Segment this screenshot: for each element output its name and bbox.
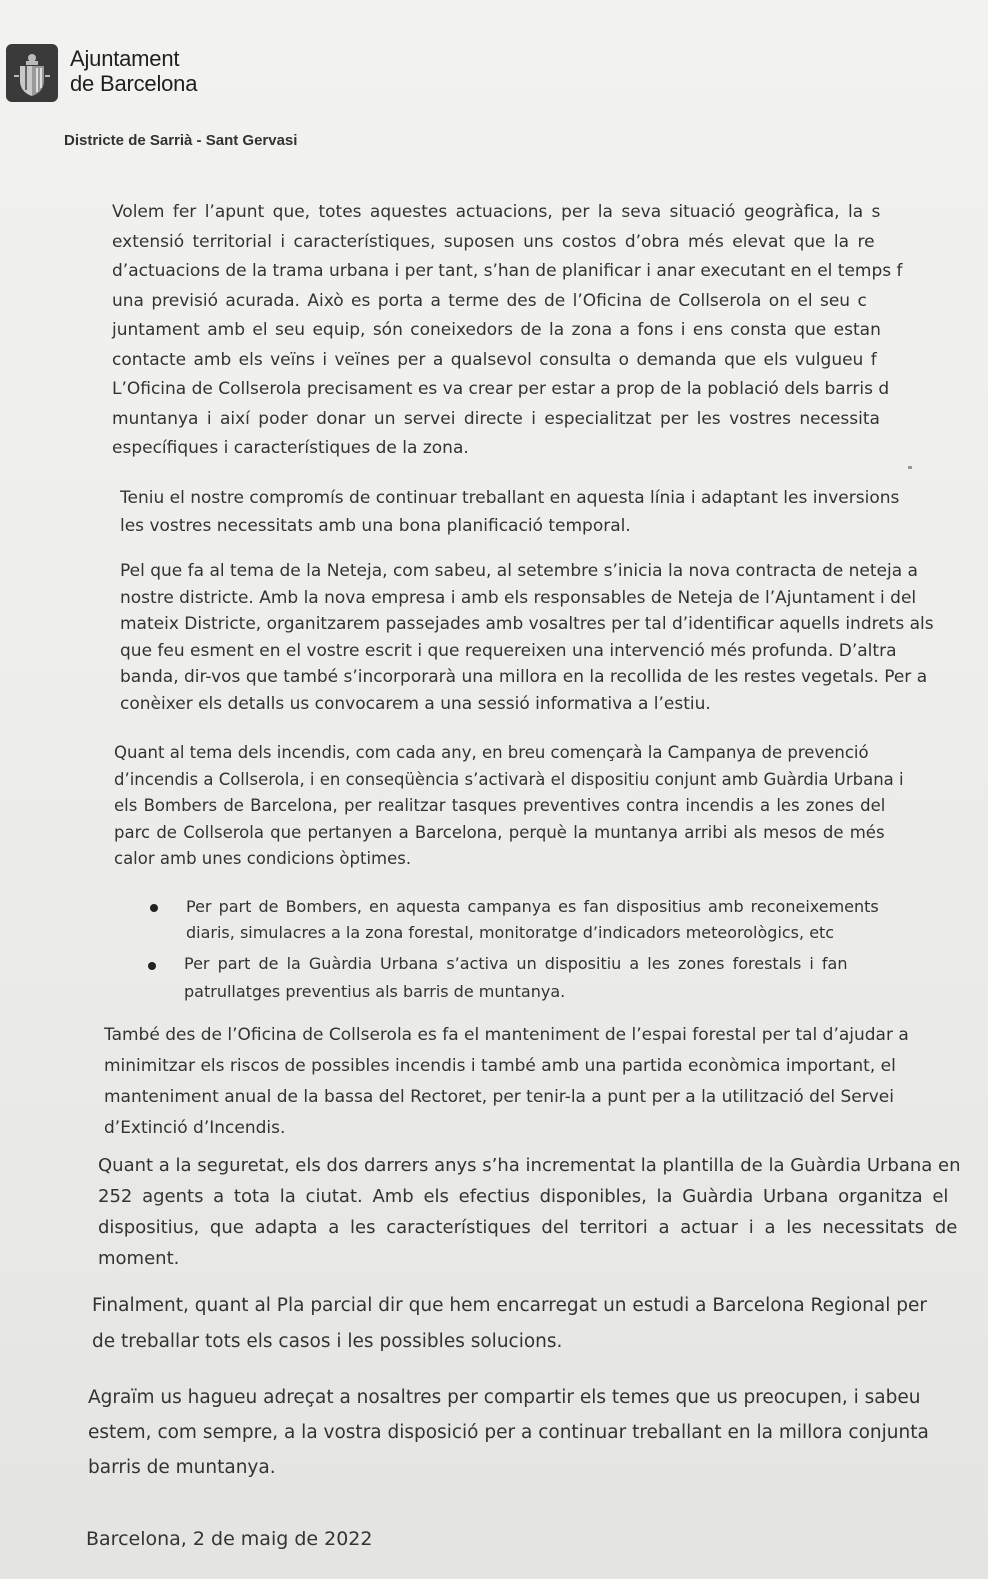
text-line: Pel que fa al tema de la Neteja, com sabeu, al setembre s’inicia la nova contracta de neteja a [120,561,918,581]
organization-name [70,46,197,96]
text-line: parc de Collserola que pertanyen a Barcelona, perquè la muntanya arribi als mesos de més [114,822,885,842]
text-line: diaris, simulacres a la zona forestal, monitoratge d’indicadors meteorològics, etc [186,923,835,942]
text-line: calor amb unes condicions òptimes. [114,849,412,868]
text-line: d’incendis a Collserola, i en conseqüència s’activarà el dispositiu conjunt amb Guàrdia Urbana i [114,769,904,789]
text-line: juntament amb el seu equip, són coneixedors de la zona a fons i ens consta que estan [112,320,881,340]
paragraph-costs [112,198,903,464]
paragraph-security [98,1150,961,1274]
text-line: d’actuacions de la trama urbana i per tant, s’han de planificar i anar executant en el temps f [112,261,903,281]
text-line: barris de muntanya. [88,1457,276,1478]
paragraph-forest-maintenance [104,1020,909,1144]
paragraph-commitment [120,484,899,540]
text-line: Quant a la seguretat, els dos darrers anys s’ha incrementat la plantilla de la Guàrdia Urbana en [98,1155,961,1176]
bullet-item-firefighters [186,894,879,946]
paragraph-fires [114,740,904,873]
bullet-marker [148,962,156,970]
text-line: conèixer els detalls us convocarem a una sessió informativa a l’estiu. [120,693,711,714]
org-name-line-2: de Barcelona [70,71,198,96]
bullet-item-urban-guard [184,950,847,1006]
text-line: estem, com sempre, a la vostra disposició per a continuar treballant en la millora conjunta [88,1422,929,1443]
bullet-marker [150,904,158,912]
paragraph-partial-plan [92,1288,927,1360]
closing-date: Barcelona, 2 de maig de 2022 [86,1528,373,1550]
paragraph-thanks [88,1380,929,1485]
text-line: Finalment, quant al Pla parcial dir que hem encarregat un estudi a Barcelona Regional per [92,1295,927,1316]
text-line: que feu esment en el vostre escrit i que requereixen una intervenció més profunda. D’altra [120,640,897,661]
text-line: Per part de la Guàrdia Urbana s’activa un dispositiu a les zones forestals i fan [184,954,848,973]
text-line: contacte amb els veïns i veïnes per a qualsevol consulta o demanda que els vulgueu f [112,349,877,370]
text-line: mateix Districte, organitzarem passejades amb vosaltres per tal d’identificar aquells indrets als [120,614,934,634]
text-line: manteniment anual de la bassa del Rectoret, per tenir-la a punt per a la utilització del Servei [104,1087,894,1107]
text-line: Quant al tema dels incendis, com cada any, en breu començarà la Campanya de prevenció [114,743,869,762]
text-line: nostre districte. Amb la nova empresa i amb els responsables de Neteja de l’Ajuntament i del [120,587,917,608]
text-line: els Bombers de Barcelona, per realitzar tasques preventives contra incendis a les zones del [114,796,886,815]
text-line: banda, dir-vos que també s’incorporarà una millora en la recollida de les restes vegetals. Per a [120,667,928,687]
text-line: muntanya i així poder donar un servei directe i especialitzat per les vostres necessita [112,408,880,429]
text-line: Agraïm us hagueu adreçat a nosaltres per compartir els temes que us preocupen, i sabeu [88,1387,921,1408]
text-line: minimitzar els riscos de possibles incendis i també amb una partida econòmica important, el [104,1056,896,1076]
text-line: patrullatges preventius als barris de muntanya. [184,982,566,1001]
paper-mark [908,466,912,469]
text-line: de treballar tots els casos i les possibles solucions. [92,1331,563,1352]
text-line: les vostres necessitats amb una bona planificació temporal. [120,516,631,536]
text-line: d’Extinció d’Incendis. [104,1118,286,1138]
text-line: una previsió acurada. Això es porta a terme des de l’Oficina de Collserola on el seu c [112,290,867,311]
text-line: específiques i característiques de la zona. [112,438,469,458]
barcelona-coat-of-arms-icon [6,44,58,102]
text-line: moment. [98,1248,180,1269]
org-name-line-1: Ajuntament [70,46,180,71]
text-line: Per part de Bombers, en aquesta campanya es fan dispositius amb reconeixements [186,897,879,916]
paragraph-cleaning [120,558,934,717]
text-line: Teniu el nostre compromís de continuar treballant en aquesta línia i adaptant les inversions [120,488,900,508]
text-line: extensió territorial i característiques, suposen uns costos d’obra més elevat que la re [112,231,875,252]
text-line: També des de l’Oficina de Collserola es fa el manteniment de l’espai forestal per tal d’ajudar a [104,1025,909,1045]
text-line: dispositius, que adapta a les característiques del territori a actuar i a les necessitats de [98,1217,958,1238]
district-name: Districte de Sarrià - Sant Gervasi [64,132,298,149]
text-line: 252 agents a tota la ciutat. Amb els efectius disponibles, la Guàrdia Urbana organitza el [98,1186,949,1207]
text-line: L’Oficina de Collserola precisament es va crear per estar a prop de la població dels barris d [112,379,890,399]
text-line: Volem fer l’apunt que, totes aquestes actuacions, per la seva situació geogràfica, la s [112,202,881,222]
